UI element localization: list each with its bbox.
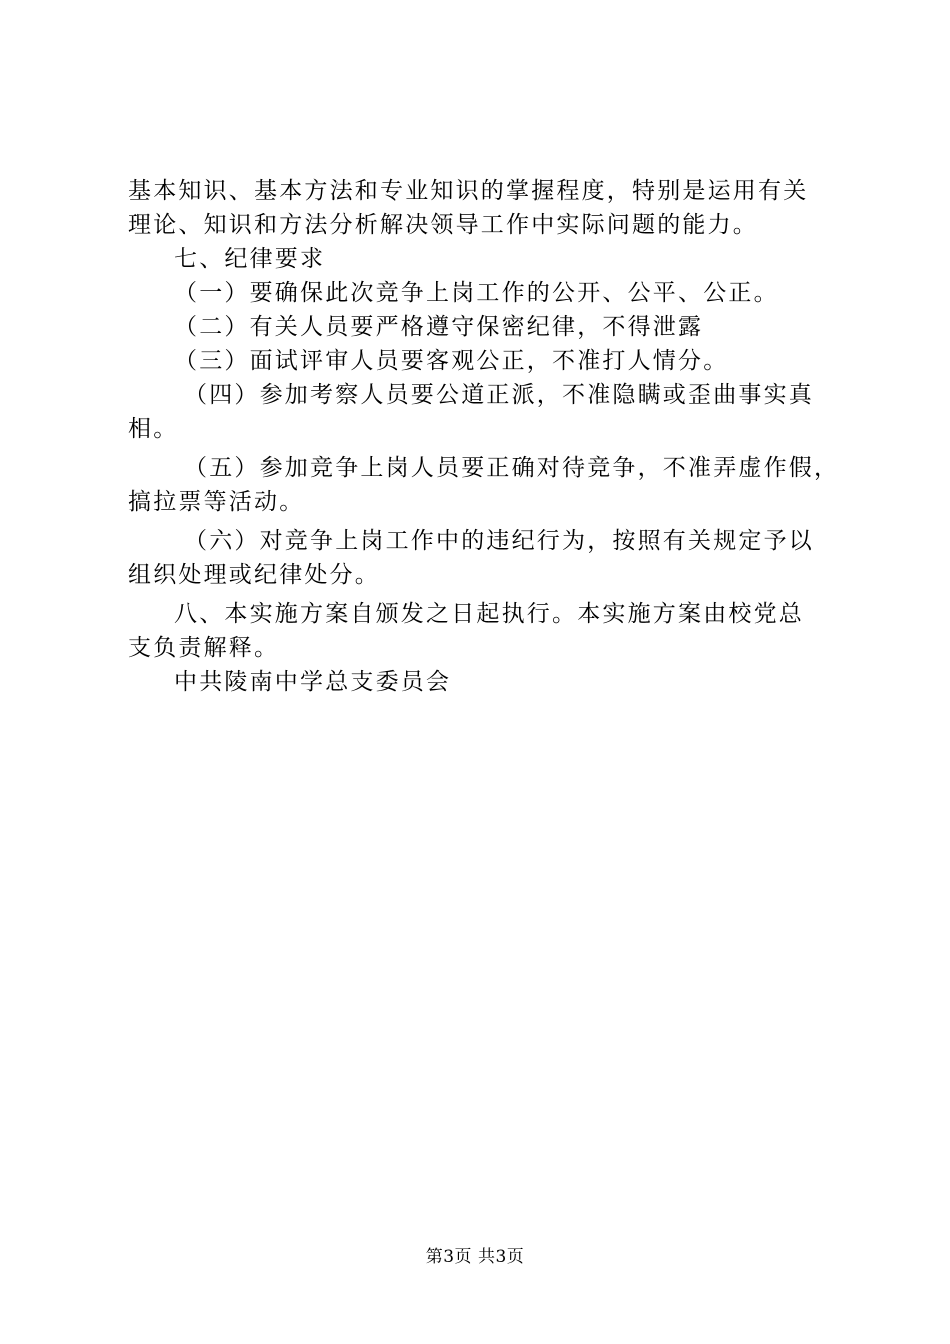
paragraph-line: 理论、知识和方法分析解决领导工作中实际问题的能力。 [128,212,758,238]
list-item: （三）面试评审人员要客观公正，不准打人情分。 [174,348,729,374]
page-number-footer: 第3页 共3页 [425,1247,525,1267]
document-body [128,174,840,699]
list-item: （二）有关人员要严格遵守保密纪律，不得泄露 [174,314,704,340]
list-item: （一）要确保此次竞争上岗工作的公开、公平、公正。 [174,280,779,306]
list-item: （五）参加竞争上岗人员要正确对待竞争，不准弄虚作假， [184,455,840,481]
signature-organization: 中共陵南中学总支委员会 [174,669,452,695]
section-heading-discipline: 七、纪律要求 [174,246,326,272]
list-item: （六）对竞争上岗工作中的违纪行为，按照有关规定予以 [184,528,814,554]
paragraph-line: 支负责解释。 [128,635,280,661]
paragraph-line: 基本知识、基本方法和专业知识的掌握程度，特别是运用有关 [128,178,809,204]
paragraph-line: 组织处理或纪律处分。 [128,562,380,588]
list-item: （四）参加考察人员要公道正派，不准隐瞒或歪曲事实真 [184,382,814,408]
paragraph-line: 搞拉票等活动。 [128,489,305,515]
section-heading-implementation: 八、本实施方案自颁发之日起执行。本实施方案由校党总 [174,601,804,627]
paragraph-line: 相。 [128,416,179,442]
